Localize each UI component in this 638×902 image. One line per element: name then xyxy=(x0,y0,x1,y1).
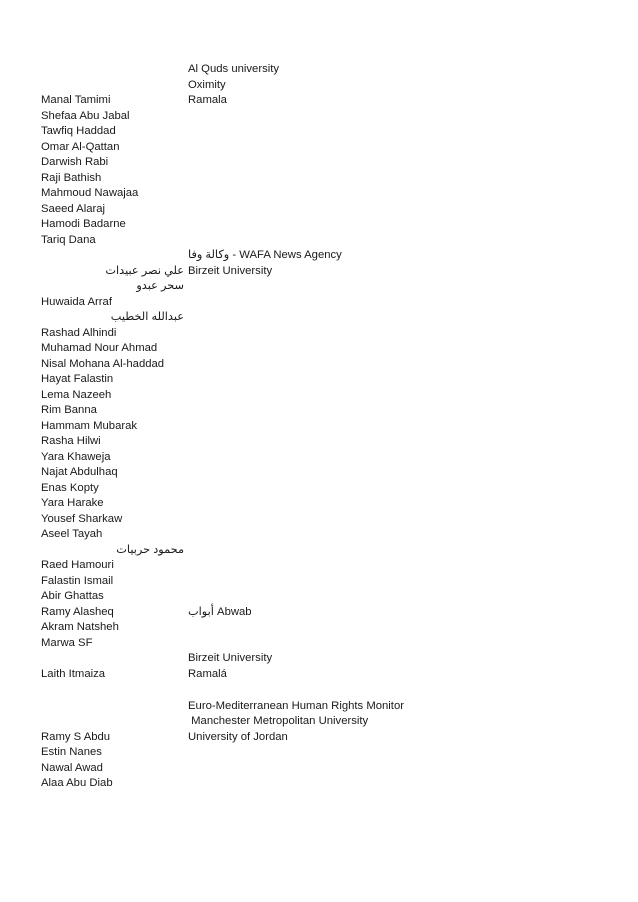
organization: وكالة وفا - WAFA News Agency xyxy=(188,249,342,261)
list-row xyxy=(0,605,638,620)
person-name: Yara Harake xyxy=(41,497,104,509)
person-name: Laith Itmaiza xyxy=(41,667,106,680)
person-name: Alaa Abu Diab xyxy=(41,777,113,789)
list-row xyxy=(0,776,638,791)
person-name: Raji Bathish xyxy=(41,171,102,184)
list-row xyxy=(0,714,638,729)
person-name: Rim Banna xyxy=(41,404,97,416)
list-row xyxy=(0,450,638,465)
list-row xyxy=(0,155,638,170)
list-row xyxy=(0,651,638,666)
list-row xyxy=(0,186,638,201)
person-name: محمود حربيات xyxy=(116,543,184,556)
person-name: Estin Nanes xyxy=(41,746,102,758)
person-name: سحر عبدو xyxy=(136,280,184,292)
list-row xyxy=(0,558,638,573)
list-row xyxy=(0,481,638,496)
list-row xyxy=(0,682,638,697)
list-row xyxy=(0,357,638,372)
person-name: Tariq Dana xyxy=(41,233,96,246)
list-row xyxy=(0,279,638,294)
organization: Birzeit University xyxy=(188,652,273,664)
person-name: Ramy S Abdu xyxy=(41,730,111,743)
list-row xyxy=(0,248,638,263)
list-row xyxy=(0,730,638,745)
list-row xyxy=(0,496,638,511)
organization: Ramalá xyxy=(188,667,227,680)
list-row xyxy=(0,574,638,589)
person-name: Raed Hamouri xyxy=(41,559,114,571)
list-row xyxy=(0,93,638,108)
person-name: Enas Kopty xyxy=(41,481,99,494)
list-row xyxy=(0,403,638,418)
list-row xyxy=(0,171,638,186)
list-row xyxy=(0,699,638,714)
list-row xyxy=(0,310,638,325)
person-name: Lema Nazeeh xyxy=(41,388,112,401)
list-row xyxy=(0,372,638,387)
person-name: Aseel Tayah xyxy=(41,528,103,540)
person-name: Abir Ghattas xyxy=(41,590,104,602)
person-name: Manal Tamimi xyxy=(41,94,111,106)
list-row xyxy=(0,589,638,604)
list-row xyxy=(0,124,638,139)
person-name: Huwaida Arraf xyxy=(41,295,112,308)
organization: University of Jordan xyxy=(188,730,288,743)
list-row xyxy=(0,527,638,542)
list-row xyxy=(0,202,638,217)
person-name: Mahmoud Nawajaa xyxy=(41,187,139,199)
list-row xyxy=(0,388,638,403)
organization: Al Quds university xyxy=(188,63,280,75)
person-name: Omar Al-Qattan xyxy=(41,140,120,153)
list-row xyxy=(0,264,638,279)
person-name: Rashad Alhindi xyxy=(41,326,117,339)
person-name: Akram Natsheh xyxy=(41,621,119,633)
person-name: Hammam Mubarak xyxy=(41,419,138,432)
person-name: Najat Abdulhaq xyxy=(41,466,118,478)
list-row xyxy=(0,667,638,682)
list-row xyxy=(0,434,638,449)
person-name: Falastin Ismail xyxy=(41,574,114,587)
person-name: Muhamad Nour Ahmad xyxy=(41,342,158,354)
list-row xyxy=(0,465,638,480)
list-row xyxy=(0,745,638,760)
person-name: Marwa SF xyxy=(41,636,93,649)
person-name: Hamodi Badarne xyxy=(41,218,126,230)
person-name: Yousef Sharkaw xyxy=(41,512,123,525)
list-row xyxy=(0,512,638,527)
list-row xyxy=(0,341,638,356)
list-row xyxy=(0,761,638,776)
list-row xyxy=(0,62,638,77)
list-row xyxy=(0,543,638,558)
list-row xyxy=(0,295,638,310)
person-name: Hayat Falastin xyxy=(41,373,114,385)
person-name: Ramy Alasheq xyxy=(41,605,114,618)
person-name: عبدالله الخطيب xyxy=(110,311,184,323)
person-name: Shefaa Abu Jabal xyxy=(41,109,130,122)
person-name: Nawal Awad xyxy=(41,761,103,774)
person-name: علي نصر عبيدات xyxy=(105,264,184,277)
list-row xyxy=(0,217,638,232)
person-name: Nisal Mohana Al-haddad xyxy=(41,357,165,370)
person-name: Darwish Rabi xyxy=(41,156,109,168)
organization: Ramala xyxy=(188,94,227,106)
list-row xyxy=(0,419,638,434)
list-row xyxy=(0,636,638,651)
list-row xyxy=(0,620,638,635)
list-row xyxy=(0,233,638,248)
person-name: Tawfiq Haddad xyxy=(41,125,116,137)
organization: أبواب Abwab xyxy=(188,605,252,618)
list-row xyxy=(0,109,638,124)
list-row xyxy=(0,326,638,341)
list-row xyxy=(0,140,638,155)
organization: Birzeit University xyxy=(188,264,273,277)
person-name: Saeed Alaraj xyxy=(41,202,106,215)
person-name: Rasha Hilwi xyxy=(41,435,101,447)
person-name: Yara Khaweja xyxy=(41,450,111,463)
organization: Euro-Mediterranean Human Rights Monitor xyxy=(188,699,404,712)
list-row xyxy=(0,78,638,93)
organization: Manchester Metropolitan University xyxy=(188,715,369,727)
organization: Oximity xyxy=(188,78,226,91)
